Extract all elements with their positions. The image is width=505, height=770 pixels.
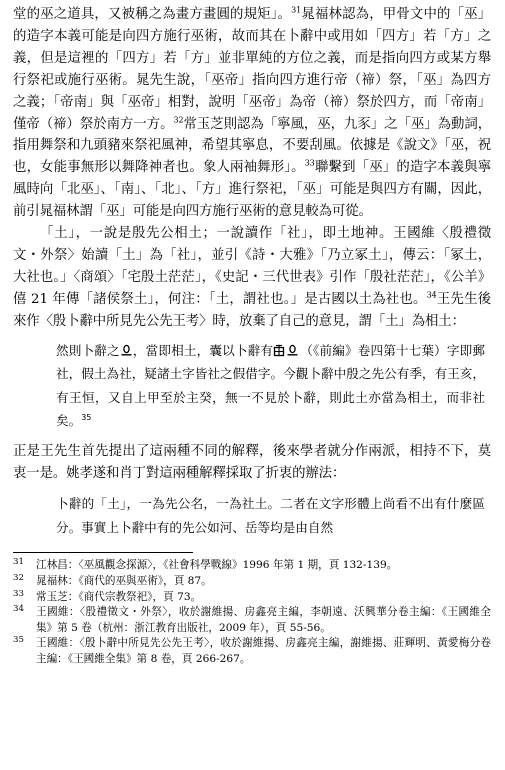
- footnote-ref-34[interactable]: 34: [426, 290, 437, 300]
- footnotes: [13, 558, 491, 667]
- text-run: 晁福林認為，甲骨文中的「巫」的造字本義可能是向四方施行巫術，故而其在卜辭中或用如「四方」若「方」之義，但是這裡的「四方」若「方」並非單純的方位之義，而是指向四方或某方舉行祭祀或施行巫術。晁先生說，「巫帝」指向四方進行帝（禘）祭，「巫」為四方之義；「帝南」與「巫帝」相對，說明「巫帝」為帝（禘）祭於四方，而「帝南」僅帝（禘）祭於南方一方。: [13, 7, 491, 132]
- oracle-bone-she-glyph-icon: [273, 344, 300, 357]
- text-run: ，當即相土，囊以卜辭有: [132, 342, 274, 358]
- footnote-number: 32: [13, 573, 24, 583]
- text-run: 常玉芝則認為「寧風，巫，九豕」之「巫」為動詞，指用舞祭和九頭豬來祭祀風神，希望其寧息，不要刮風。依據是《說文》「巫，祝也，女能事無形以舞降神者也。象人兩袖舞形」。: [13, 116, 491, 176]
- paragraph-two-schools: 正是王先生首先提出了這兩種不同的解釋，後來學者就分作兩派，相持不下，莫衷一是。姚孝遂和肖丁對這兩種解釋採取了折衷的辦法：: [13, 443, 491, 481]
- block-quote-yao-xiaosui: 卜辭的「土」，一為先公名，一為社土。二者在文字形體上尚看不出有什麼區分。事實上卜辭中有的先公如河、岳等均是由自然: [56, 496, 485, 536]
- text-run: 王先生後來作〈殷卜辭中所見先公先王考〉時，放棄了自己的意見，謂「土」為相土：: [13, 291, 491, 329]
- paragraph-wu: [13, 4, 491, 223]
- footnote-31: [13, 558, 491, 574]
- footnote-divider: [13, 552, 193, 553]
- footnote-number: 35: [13, 635, 24, 646]
- footnote-ref-33[interactable]: 33: [304, 158, 315, 168]
- footnote-32: [13, 574, 491, 590]
- text-run: 聯繫到「巫」的造字本義與寧風時向「北巫」、「南」、「北」、「方」進行祭祀，「巫」可能是與四方有關，因此，前引晁福林謂「巫」可能是向四方施行巫術的意見較為可從。: [13, 160, 491, 220]
- footnote-number: 33: [13, 588, 24, 599]
- footnote-text: 王國維：〈殷卜辭中所見先公先王考〉，收於謝維揚、房鑫亮主編，謝維揚、莊輝明、黃愛梅分卷主編：《王國維全集》第 8 卷，頁 266-267。: [36, 637, 491, 665]
- text-run: 然則卜辭之: [56, 342, 120, 358]
- text-run: 「土」，一說是殷先公相土；一說讀作「社」，即土地神。王國維〈殷禮徵文・外祭〉始讀「土」為「社」，並引《詩・大雅》「乃立冢土」，傳云：「冢土，大社也。」〈商頌〉「宅殷土茫茫」，《史記・三代世表》引作「殷社茫茫」，《公羊》僖 21 年傳「諸侯祭土」，何注：「土，謂社也。」是古國以土為社也。: [13, 226, 491, 307]
- text-run: （《前編》卷四第十七葉）字即郵社，假土為社，疑諸土字皆社之假借字。今觀卜辭中殷之先公有季，有王亥，有王恒，又自上甲至於主癸，無一不見於卜辭，則此土亦當為相土，而非社矣。: [56, 342, 486, 429]
- footnote-number: 34: [13, 604, 24, 615]
- footnote-text: 王國維：〈殷禮徵文・外祭〉，收於謝維揚、房鑫亮主編，李朝遠、沃興華分卷主編：《王國維全集》第 5 卷（杭州：浙江教育出版社，2009 年），頁 55-56。: [36, 606, 491, 634]
- footnote-text: 晁福林：《商代的巫與巫術》，頁 87。: [36, 575, 212, 587]
- footnote-35: [13, 636, 491, 667]
- footnote-text: 江林昌：〈巫風觀念探源〉，《社會科學戰線》1996 年第 1 期，頁 132-139。: [36, 559, 398, 572]
- footnote-34: [13, 605, 491, 636]
- footnote-33: [13, 590, 491, 606]
- footnote-ref-31[interactable]: 31: [291, 5, 302, 15]
- text-run: 堂的巫之道具，又被稱之為畫方畫圓的規矩」。: [13, 7, 292, 22]
- footnote-text: 常玉芝：《商代宗教祭祀》，頁 73。: [36, 590, 202, 603]
- block-quote-wang-guowei: [56, 339, 491, 433]
- footnote-ref-32[interactable]: 32: [173, 115, 184, 125]
- paragraph-tu: [13, 223, 491, 333]
- oracle-bone-tu-glyph-icon: [120, 344, 133, 357]
- footnote-ref-35[interactable]: 35: [81, 412, 92, 422]
- footnote-number: 31: [13, 557, 24, 568]
